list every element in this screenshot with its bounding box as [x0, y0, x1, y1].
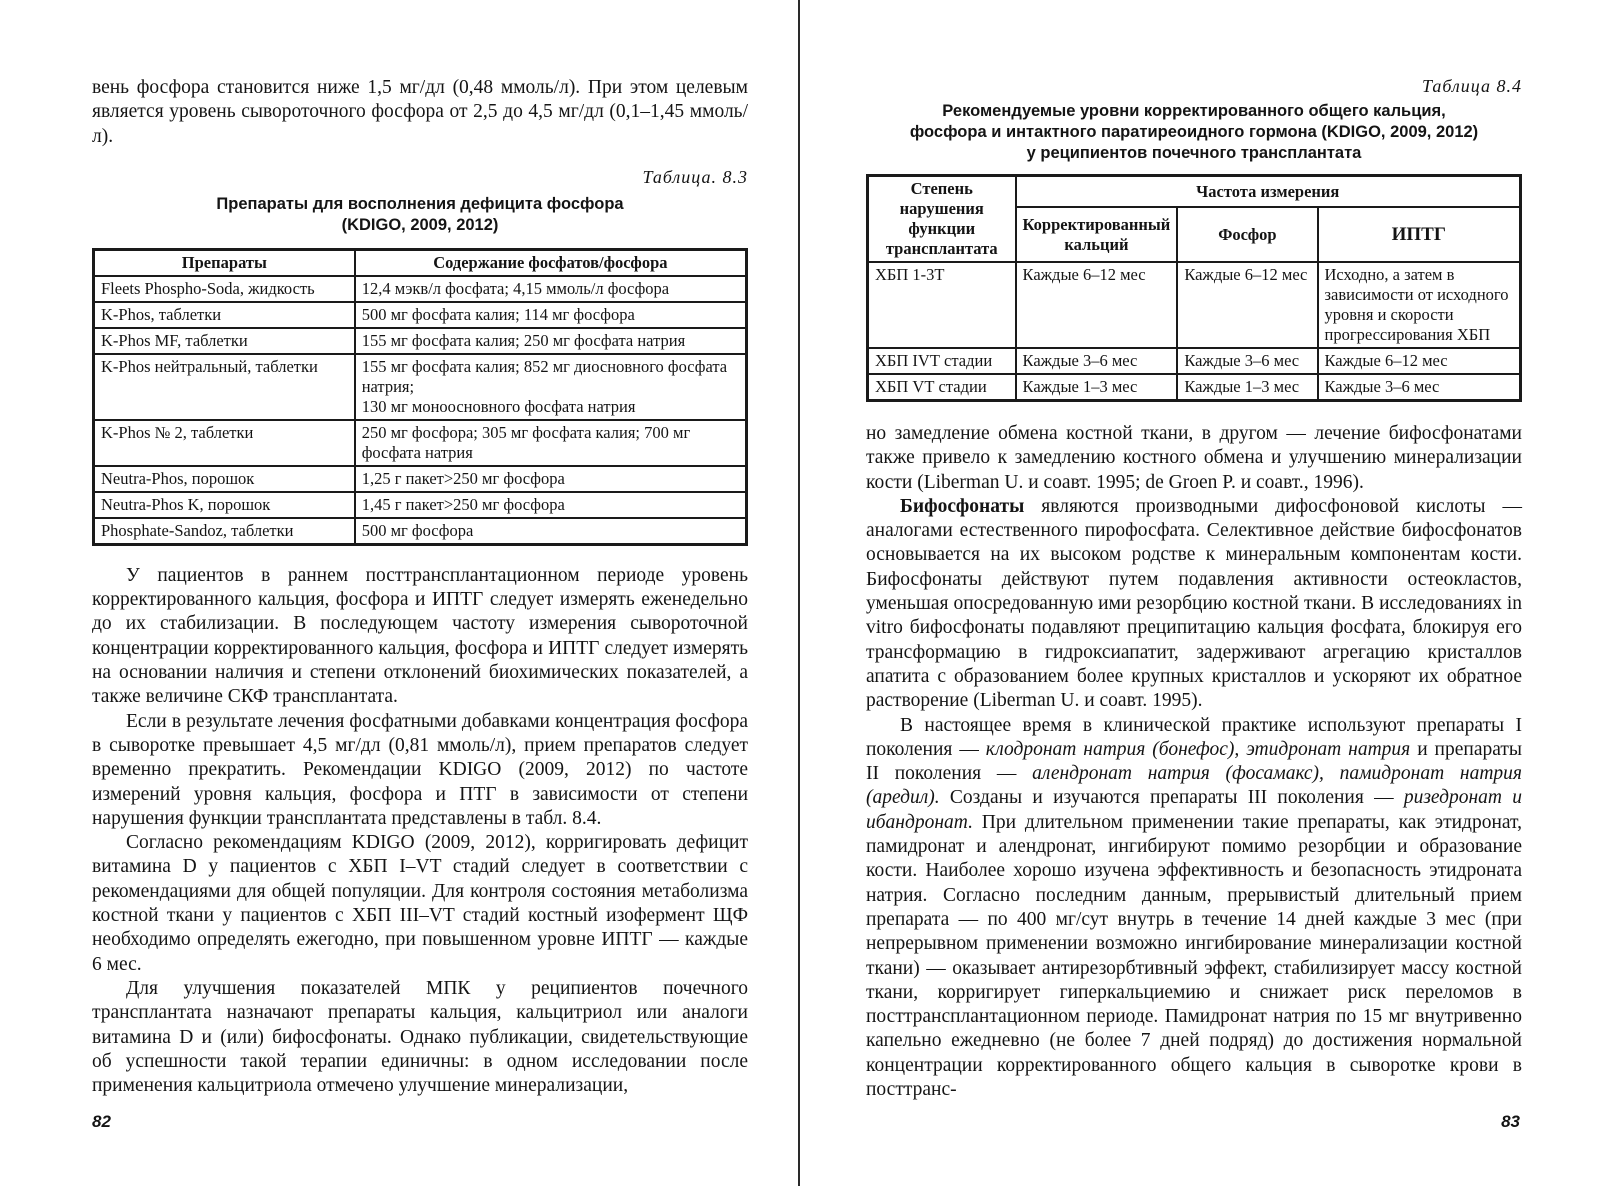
right-column: [866, 76, 1522, 1102]
content-cell: 1,45 г пакет>250 мг фосфора: [355, 492, 747, 518]
content-cell: 500 мг фосфата калия; 114 мг фосфора: [355, 302, 747, 328]
table-8-3-title: [92, 194, 748, 236]
drug-names-italic: ризедронат и ибандронат.: [866, 787, 1522, 833]
table-row: [94, 354, 747, 420]
drug-cell: K-Phos MF, таблетки: [94, 328, 355, 354]
body-paragraph: [866, 714, 1522, 1103]
right-body-text: [866, 422, 1522, 1102]
left-body-text: [92, 564, 748, 1099]
drug-cell: Neutra-Phos, порошок: [94, 466, 355, 492]
monitoring-frequency-table: [866, 174, 1522, 402]
content-line: 130 мг моноосновного фосфата натрия: [361, 396, 636, 416]
table-row: [94, 276, 747, 302]
drug-cell: Neutra-Phos K, порошок: [94, 492, 355, 518]
paragraph-text: При длительном применении такие препараты, как этидронат, памидронат и алендронат, ингибируют помимо резорбции и образование кости. Наиболее хорошо изучена эффективность и безопасность этидроната натрия. Согласно последним данным, прерывистый длительный прием препарата — по 400 мг/сут внутрь в течение 14 дней каждые 3 мес (при непрерывном применении возможно ингибирование минерализации костной ткани) — оказывает антирезорбтивный эффект, стабилизирует массу костной ткани, корригирует гиперкальциемию и снижает риск переломов в посттрансплантационном периоде. Памидронат натрия по 15 мг внутривенно капельно ежедневно (не более 7 дней подряд) до достижения нормальной концентрации корректированного общего кальция в сыворотке крови в посттранс-: [866, 811, 1522, 1101]
body-paragraph: Если в результате лечения фосфатными добавками концентрация фосфора в сыворотке превышает 4,5 мг/дл (0,81 ммоль/л), прием препаратов следует временно прекратить. Рекомендации KDIGO (2009, 2012) по частоте измерений уровня кальция, фосфора и ПТГ в зависимости от степени нарушения функции трансплантата представлены в табл. 8.4.: [92, 710, 748, 829]
table-row: [868, 348, 1521, 374]
left-column: [92, 76, 748, 1098]
table-row: [94, 420, 747, 466]
table-8-3-number: Таблица. 8.3: [642, 166, 748, 187]
content-cell: 155 мг фосфата калия; 250 мг фосфата натрия: [355, 328, 747, 354]
iptg-cell: Исходно, а затем в зависимости от исходного уровня и скорости прогрессирования ХБП: [1318, 262, 1521, 348]
body-paragraph: У пациентов в раннем посттрансплантационном периоде уровень корректированного кальция, фосфора и ИПТГ следует измерять еженедельно до их стабилизации. В последующем частоту измерения сывороточной концентрации корректированного кальция, фосфора и ИПТГ следует измерять на основании наличия и степени отклонений биохимических показателей, а также величине СКФ трансплантата.: [92, 564, 748, 708]
phosphate-preparations-table: [92, 248, 748, 546]
column-header-calcium: Корректированный кальций: [1016, 207, 1178, 262]
table-8-4-number: Таблица 8.4: [1421, 76, 1522, 96]
page-number: 82: [92, 1112, 111, 1131]
table-row: [94, 302, 747, 328]
drug-names-italic: клодронат натрия (бонефос), этидронат натрия: [985, 738, 1411, 760]
table-8-4-title-line: фосфора и интактного паратиреоидного гормона (KDIGO, 2009, 2012): [909, 123, 1479, 141]
calcium-cell: Каждые 1–3 мес: [1016, 374, 1178, 401]
phosphorus-cell: Каждые 3–6 мес: [1177, 348, 1317, 374]
table-8-4-title-line: Рекомендуемые уровни корректированного общего кальция,: [942, 102, 1446, 120]
calcium-cell: Каждые 6–12 мес: [1016, 262, 1178, 348]
bisphosphonates-term: Бифосфонаты: [900, 495, 1025, 517]
drug-cell: K-Phos № 2, таблетки: [94, 420, 355, 466]
table-row: [868, 262, 1521, 348]
table-8-3-title-line: Препараты для восполнения дефицита фосфора: [216, 194, 624, 213]
stage-cell: ХБП IVТ стадии: [868, 348, 1016, 374]
drug-cell: Fleets Phospho-Soda, жидкость: [94, 276, 355, 302]
table-header-row: [868, 176, 1521, 208]
table-row: [94, 492, 747, 518]
paragraph-text: являются производными дифосфоновой кислоты — аналогами естественного пирофосфата. Селективное действие бифосфонатов основывается на их высоком родстве к минеральным компонентам кости. Бифосфонаты действуют путем подавления активности остеокластов, уменьшая опосредованную ими резорбцию костной ткани. В исследованиях in vitro бифосфонаты подавляют преципитацию кальция фосфата, блокируя его трансформацию в гидроксиапатит, задерживают агрегацию кристаллов апатита с образованием более крупных кристаллов и ускоряют их обратное растворение (Liberman U. и соавт. 1995).: [866, 495, 1522, 712]
body-paragraph: но замедление обмена костной ткани, в другом — лечение бифосфонатами также привело к замедлению костного обмена и улучшению минерализации кости (Liberman U. и соавт. 1995; de Groen P. и соавт., 1996).: [866, 423, 1522, 493]
table-row: [94, 466, 747, 492]
table-8-4-title: [866, 101, 1522, 164]
content-cell: 250 мг фосфора; 305 мг фосфата калия; 700 мг фосфата натрия: [355, 420, 747, 466]
right-page: [800, 0, 1600, 1186]
column-header-stage: Степень нарушения функции трансплантата: [868, 176, 1016, 263]
table-header-row: [94, 249, 747, 276]
drug-names-italic: алендронат натрия (фосамакс), памидронат натрия (аредил).: [866, 763, 1522, 809]
column-header-phosphorus: Фосфор: [1177, 207, 1317, 262]
table-8-3-title-line: (KDIGO, 2009, 2012): [341, 215, 499, 234]
drug-cell: K-Phos, таблетки: [94, 302, 355, 328]
drug-cell: Phosphate-Sandoz, таблетки: [94, 518, 355, 545]
paragraph-text: Созданы и изучаются препараты III поколения —: [939, 787, 1404, 809]
content-cell: 1,25 г пакет>250 мг фосфора: [355, 466, 747, 492]
table-8-4-title-line: у реципиентов почечного трансплантата: [1026, 144, 1362, 162]
calcium-cell: Каждые 3–6 мес: [1016, 348, 1178, 374]
iptg-cell: Каждые 3–6 мес: [1318, 374, 1521, 401]
stage-cell: ХБП 1-3Т: [868, 262, 1016, 348]
body-paragraph: [866, 495, 1522, 714]
page-number: 83: [1501, 1112, 1520, 1131]
column-header: Содержание фосфатов/фосфора: [355, 249, 747, 276]
phosphorus-cell: Каждые 6–12 мес: [1177, 262, 1317, 348]
column-header-group: Частота измерения: [1016, 176, 1521, 208]
content-cell: 500 мг фосфора: [355, 518, 747, 545]
table-row: [868, 374, 1521, 401]
intro-paragraph: вень фосфора становится ниже 1,5 мг/дл (0,48 ммоль/л). При этом целевым является уровень сывороточного фосфора от 2,5 до 4,5 мг/дл (0,1–1,45 ммоль/л).: [92, 77, 748, 147]
paragraph-text: и препараты II поколения —: [866, 738, 1523, 785]
paragraph-text: В настоящее время в клинической практике используют препараты I поколения —: [866, 714, 1522, 760]
table-row: [94, 328, 747, 354]
stage-cell: ХБП VТ стадии: [868, 374, 1016, 401]
iptg-cell: Каждые 6–12 мес: [1318, 348, 1521, 374]
content-cell: [355, 354, 747, 420]
phosphorus-cell: Каждые 1–3 мес: [1177, 374, 1317, 401]
table-row: [94, 518, 747, 545]
content-line: 155 мг фосфата калия; 852 мг диосновного фосфата натрия;: [361, 356, 728, 396]
content-cell: 12,4 мэкв/л фосфата; 4,15 ммоль/л фосфора: [355, 276, 747, 302]
drug-cell: K-Phos нейтральный, таблетки: [94, 354, 355, 420]
body-paragraph: Для улучшения показателей МПК у реципиентов почечного трансплантата назначают препараты кальция, кальцитриол или аналоги витамина D и (или) бифосфонаты. Однако публикации, свидетельствующие об успешности такой терапии единичны: в одном исследовании после применения кальцитриола отмечено улучшение минерализации,: [92, 977, 748, 1097]
body-paragraph: Согласно рекомендациям KDIGO (2009, 2012), корригировать дефицит витамина D у пациентов с ХБП I–VT стадий следует в соответствии с рекомендациями для общей популяции. Для контроля состояния метаболизма костной ткани у пациентов с ХБП III–VT стадий костный изофермент ЩФ необходимо определять ежегодно, при повышенном уровне ИПТГ — каждые 6 мес.: [92, 832, 748, 975]
column-header-iptg: ИПТГ: [1318, 207, 1521, 262]
column-header: Препараты: [94, 249, 355, 276]
